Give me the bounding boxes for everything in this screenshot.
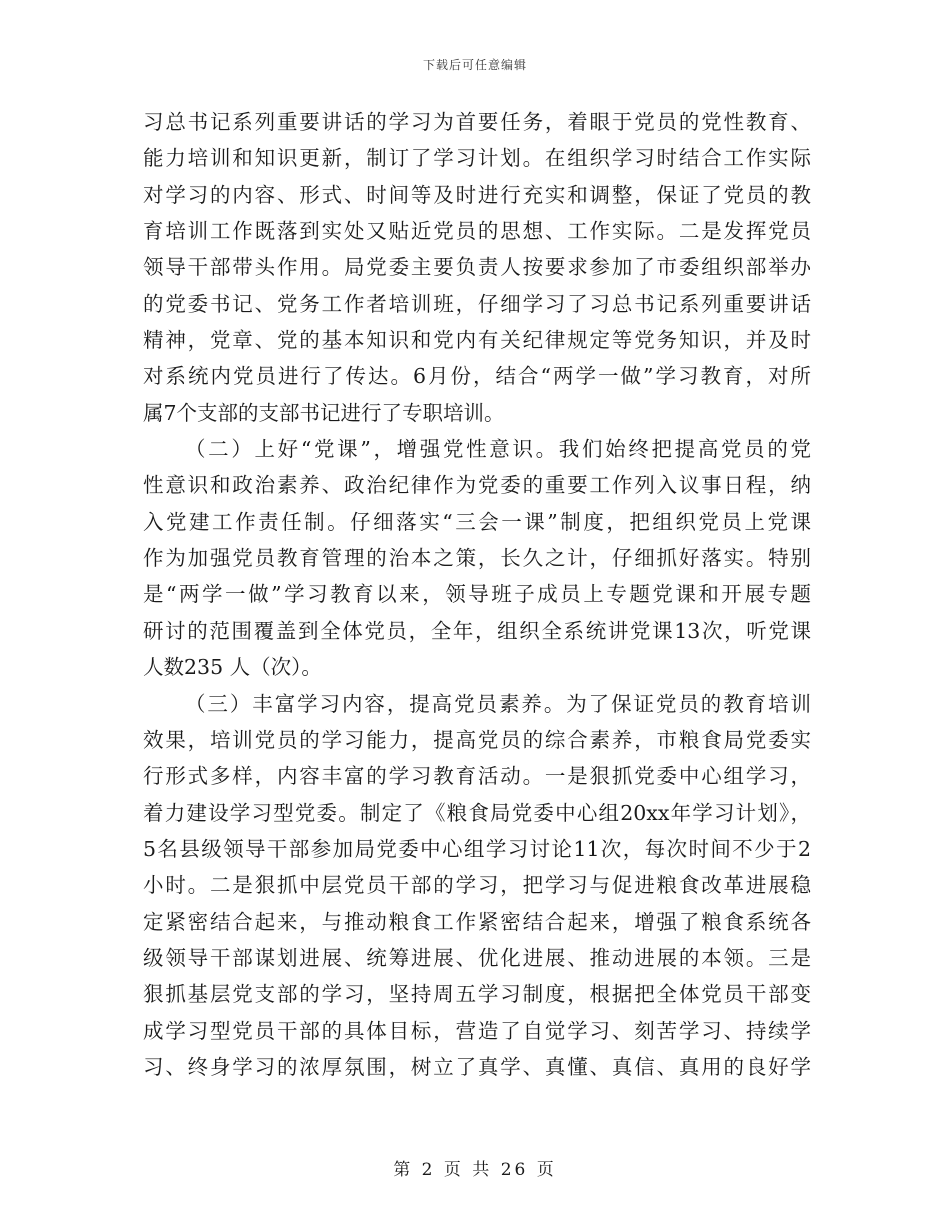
text-line: 领导干部带头作用。局党委主要负责人按要求参加了市委组织部举办 (143, 255, 811, 280)
text-line: 的党委书记、党务工作者培训班，仔细学习了习总书记系列重要讲话 (143, 291, 811, 316)
text-line: 研讨的范围覆盖到全体党员，全年，组织全系统讲党课13次，听党课 (143, 618, 811, 643)
text-line: 效果，培训党员的学习能力，提高党员的综合素养，市粮食局党委实 (143, 727, 811, 752)
text-line: 人数235 人（次）。 (143, 655, 322, 680)
text-line: 能力培训和知识更新，制订了学习计划。在组织学习时结合工作实际 (143, 146, 811, 171)
text-line: 是“两学一做”学习教育以来，领导班子成员上专题党课和开展专题 (143, 582, 811, 607)
text-line: 育培训工作既落到实处又贴近党员的思想、工作实际。二是发挥党员 (143, 219, 811, 244)
text-line: 定紧密结合起来，与推动粮食工作紧密结合起来，增强了粮食系统各 (143, 909, 811, 934)
text-line: 级领导干部谋划进展、统筹进展、优化进展、推动进展的本领。三是 (143, 945, 811, 970)
text-line: 作为加强党员教育管理的治本之策，长久之计，仔细抓好落实。特别 (143, 546, 811, 571)
text-line: （三）丰富学习内容，提高党员素养。为了保证党员的教育培训 (185, 691, 811, 716)
text-line: 入党建工作责任制。仔细落实“三会一课”制度，把组织党员上党课 (143, 509, 811, 534)
page-footer: 第 2 页 共 26 页 (393, 1160, 557, 1180)
text-line: 5名县级领导干部参加局党委中心组学习讨论11次，每次时间不少于2 (143, 836, 811, 861)
page-header: 下载后可任意编辑 (422, 58, 527, 72)
text-line: 对系统内党员进行了传达。6月份，结合“两学一做”学习教育，对所 (143, 364, 811, 389)
text-line: 性意识和政治素养、政治纪律作为党委的重要工作列入议事日程，纳 (143, 473, 811, 498)
text-line: （二）上好“党课”，增强党性意识。我们始终把提高党员的党 (185, 437, 811, 462)
text-line: 着力建设学习型党委。制定了《粮食局党委中心组20xx年学习计划》， (143, 800, 811, 825)
text-line: 习、终身学习的浓厚氛围，树立了真学、真懂、真信、真用的良好学 (143, 1054, 811, 1079)
text-line: 习总书记系列重要讲话的学习为首要任务，着眼于党员的党性教育、 (143, 110, 811, 134)
text-line: 属7个支部的支部书记进行了专职培训。 (143, 400, 505, 425)
text-line: 小时。二是狠抓中层党员干部的学习，把学习与促进粮食改革进展稳 (143, 873, 811, 898)
document-body (143, 104, 811, 1085)
text-line: 行形式多样，内容丰富的学习教育活动。一是狠抓党委中心组学习， (143, 764, 811, 789)
text-line: 成学习型党员干部的具体目标，营造了自觉学习、刻苦学习、持续学 (143, 1018, 811, 1043)
text-line: 狠抓基层党支部的学习，坚持周五学习制度，根据把全体党员干部变 (143, 982, 811, 1007)
text-line: 对学习的内容、形式、时间等及时进行充实和调整，保证了党员的教 (143, 182, 811, 207)
text-line: 精神，党章、党的基本知识和党内有关纪律规定等党务知识，并及时 (143, 328, 811, 353)
